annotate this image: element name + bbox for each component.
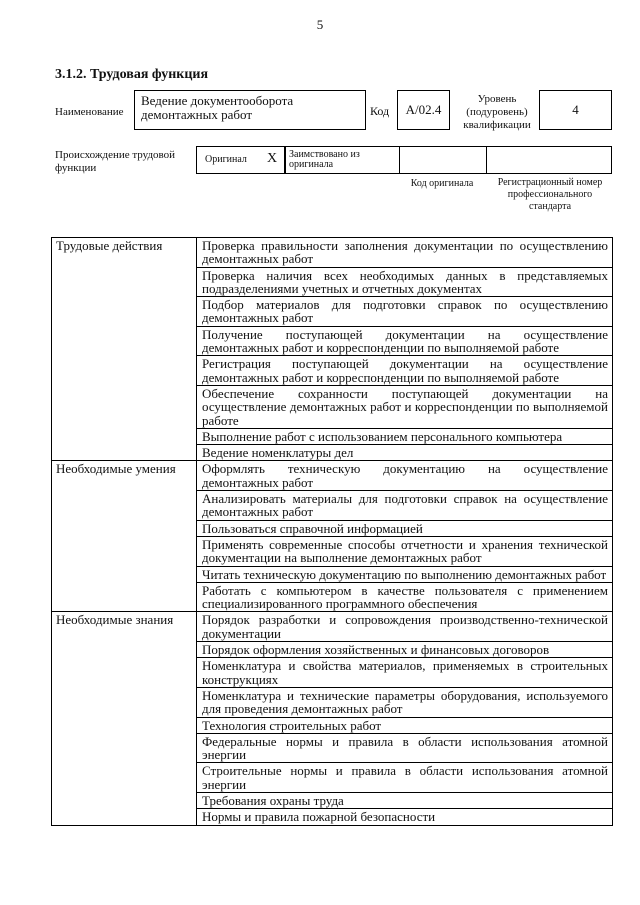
item-cell: Получение поступающей документации на осуществление демонтажных работ и корреспонденции по выполняемой работе xyxy=(197,326,613,356)
code-value: А/02.4 xyxy=(397,90,450,130)
item-cell: Строительные нормы и правила в области использования атомной энергии xyxy=(197,763,613,793)
item-cell: Читать техническую документацию по выполнению демонтажных работ xyxy=(197,566,613,582)
item-cell: Пользоваться справочной информацией xyxy=(197,520,613,536)
level-value: 4 xyxy=(539,90,612,130)
divider xyxy=(399,146,400,174)
table-row xyxy=(52,612,613,642)
code-original-caption: Код оригинала xyxy=(410,178,474,189)
item-cell: Обеспечение сохранности поступающей документации на осуществление демонтажных работ и корреспонденции по выполняемой работе xyxy=(197,385,613,428)
borrowed-row xyxy=(285,146,612,174)
item-cell: Применять современные способы отчетности и хранения технической документации на выполнение демонтажных работ xyxy=(197,536,613,566)
origin-label: Происхождение трудовой функции xyxy=(55,149,176,174)
item-cell: Требования охраны труда xyxy=(197,792,613,808)
borrowed-label: Заимствовано из оригинала xyxy=(289,149,360,170)
item-cell: Федеральные нормы и правила в области использования атомной энергии xyxy=(197,733,613,763)
name-label: Наименование xyxy=(55,106,124,118)
category-cell: Трудовые действия xyxy=(52,238,197,461)
level-label: Уровень (подуровень) квалификации xyxy=(463,93,531,131)
item-cell: Работать с компьютером в качестве пользователя с применением специализированного программного обеспечения xyxy=(197,582,613,612)
original-mark: X xyxy=(267,151,278,166)
item-cell: Технология строительных работ xyxy=(197,717,613,733)
page-number: 5 xyxy=(316,17,324,32)
item-cell: Выполнение работ с использованием персонального компьютера xyxy=(197,428,613,444)
divider xyxy=(486,146,487,174)
original-cell xyxy=(196,146,285,174)
section-title: 3.1.2. Трудовая функция xyxy=(55,67,209,82)
item-cell: Номенклатура и свойства материалов, применяемых в строительных конструкциях xyxy=(197,658,613,688)
item-cell: Регистрация поступающей документации на осуществление демонтажных работ и корреспонденции по выполняемой работе xyxy=(197,356,613,386)
item-cell: Анализировать материалы для подготовки справок на осуществление демонтажных работ xyxy=(197,491,613,521)
category-cell: Необходимые знания xyxy=(52,612,197,825)
item-cell: Номенклатура и технические параметры оборудования, используемого для проведения демонтажных работ xyxy=(197,687,613,717)
reg-number-caption: Регистрационный номер профессионального стандарта xyxy=(497,177,603,212)
item-cell: Нормы и правила пожарной безопасности xyxy=(197,809,613,825)
item-cell: Ведение номенклатуры дел xyxy=(197,445,613,461)
table-row xyxy=(52,461,613,491)
category-cell: Необходимые умения xyxy=(52,461,197,612)
name-value: Ведение документооборота демонтажных работ xyxy=(134,90,366,130)
code-label: Код xyxy=(370,104,390,118)
item-cell: Проверка правильности заполнения документации по осуществлению демонтажных работ xyxy=(197,238,613,268)
function-table xyxy=(51,237,613,826)
item-cell: Порядок оформления хозяйственных и финансовых договоров xyxy=(197,642,613,658)
item-cell: Оформлять техническую документацию на осуществление демонтажных работ xyxy=(197,461,613,491)
item-cell: Порядок разработки и сопровождения производственно-технической документации xyxy=(197,612,613,642)
item-cell: Проверка наличия всех необходимых данных в представляемых подразделениями учетных и отчетных документах xyxy=(197,267,613,297)
item-cell: Подбор материалов для подготовки справок по осуществлению демонтажных работ xyxy=(197,297,613,327)
table-row xyxy=(52,238,613,268)
original-label: Оригинал xyxy=(205,154,247,165)
